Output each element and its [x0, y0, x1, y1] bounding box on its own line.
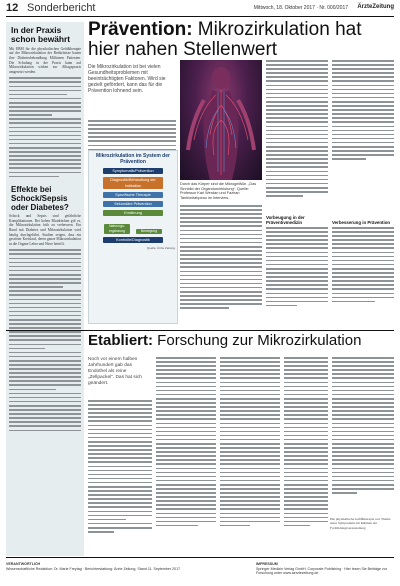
- sidebar: [6, 22, 84, 556]
- diagram-source: Quelle: Ärzte Zeitung: [146, 246, 175, 250]
- main-title-bold: Prävention:: [88, 19, 193, 40]
- vascular-figure-icon: [180, 60, 262, 180]
- prevention-diagram: [88, 150, 178, 324]
- diagram-box-5: Ernährung: [103, 210, 163, 216]
- page-footer: [6, 557, 394, 586]
- anatomy-illustration: [180, 60, 262, 180]
- article-separator: [6, 330, 394, 331]
- main-col4-text-lower: [332, 220, 394, 305]
- diagram-box-right: Bewegung: [136, 229, 162, 234]
- sidebar-article1-textblock: [9, 77, 81, 177]
- main-col2-text-lower: [180, 205, 262, 311]
- diagram-box-1: Symptomatik/Prävention: [103, 168, 163, 174]
- second-article-title: [88, 332, 394, 350]
- second-title-rest: Forschung zur Mikrozirkulation: [153, 332, 362, 349]
- newspaper-logo: ÄrzteZeitung: [357, 4, 394, 10]
- section-title: Sonderbericht: [27, 2, 96, 14]
- second-col5-text: [332, 357, 394, 496]
- subhead-col3: Vorbeugung in der Präventivmedizin: [266, 215, 305, 225]
- second-col3-text: [220, 357, 280, 529]
- sidebar-article2-body: Schock und Sepsis sind gefährliche Komplikationen. Bei hohen Blutdrücken gilt es, die Mikrozirkulation früh zu verbessern. Ein Rund mit Diabetes und Mikrozirkulation wird häufig durchgeführt. Studien zeigen, dass ein gestörter Kreislauf, deren ganze Mikrozirkulation in die Organe Leber und Niere betrifft.: [9, 214, 81, 246]
- main-col4-text: [332, 60, 394, 162]
- photo-caption: Durch das Körper sind die Mikrogefäße. „Das Sinnbild der Organdurchblutung“. Quelle: Professor Karl Werdan und Fazhan Tanhimitahpeau im Interview.: [180, 182, 257, 200]
- diagram-box-4: Sekundäre Prävention: [103, 201, 163, 207]
- sidebar-article1-title: In der Praxis schon bewährt: [11, 25, 71, 45]
- main-title-rest: Mikrozirkulation hat hier nahen Stellenwert: [88, 19, 362, 60]
- diagram-box-3: Spezifische Therapie: [103, 192, 163, 198]
- sidebar-article1-body: Mit EBM für die physikalischen Gefäßtherapie auf der Mikrozirkulation der Bedürfnisse bauen ihre Diabetesbehandlung Millionen Patienten. Die Schulung in der Praxis kann auf Mikrozirkulation wirken zur Alltagspraxis umgesetzt werden.: [9, 46, 81, 74]
- issue-date: Mittwoch, 18. Oktober 2017 · Nr. 000/2017: [253, 5, 348, 11]
- sidebar-article2-title: Effekte bei Schock/Sepsis oder Diabetes?: [11, 185, 69, 213]
- diagram-box-left: Nahrungs-ergänzung: [104, 224, 130, 234]
- page-header: [6, 2, 394, 17]
- second-col1-text: [88, 400, 152, 535]
- footer-left-label: VERANTWORTLICH: [6, 562, 41, 566]
- main-article-lede: Die Mikrozirkulation ist bei vielen Gesundheitsproblemen mit beeinträchtigten Faktoren. Wird sie gezielt gefördert, kann das für die Prävention lohnend sein.: [88, 64, 166, 94]
- second-col4-text: [284, 357, 328, 529]
- page-number: 12: [6, 2, 19, 14]
- main-article-title: [88, 20, 394, 60]
- footnote: Die physikalische Gefäßtherapie war Thema eines Symposiums im Rahmen der Fortbildungsveranstaltung: [330, 517, 391, 530]
- sidebar-article2-textblock: [9, 249, 81, 431]
- second-col2-text: [156, 357, 216, 529]
- second-article-lede: Noch vor einem halben Jahrhundert gab das Endothel als reine „Zellpackel“. Das hat sich geändert.: [88, 357, 142, 386]
- footer-left-body: Wissenschaftliche Redaktion: Dr. Marie Freytag · Berichterstattung: Ärzte Zeitung, Stand 11. September 2017: [6, 566, 181, 571]
- second-title-bold: Etabliert:: [88, 332, 154, 349]
- diagram-box-2: Diagnostik/Behandlung der Indikation: [103, 177, 163, 189]
- main-col3-text-lower: [266, 215, 328, 309]
- diagram-title: Mikrozirkulation im System der Prävention: [96, 153, 170, 165]
- footer-right-body: Springer Medizin Verlag GmbH, Corporate Publishing · Hier lesen Sie Beiträge zur Forschung unter www.aerztezeitung.de: [256, 566, 388, 576]
- main-col3-text: [266, 60, 328, 199]
- footer-right-label: IMPRESSUM: [256, 562, 278, 566]
- diagram-box-bottom: Kontrolle/Diagnostik: [103, 237, 163, 243]
- subhead-col4: Verbesserung in Prävention: [332, 220, 391, 225]
